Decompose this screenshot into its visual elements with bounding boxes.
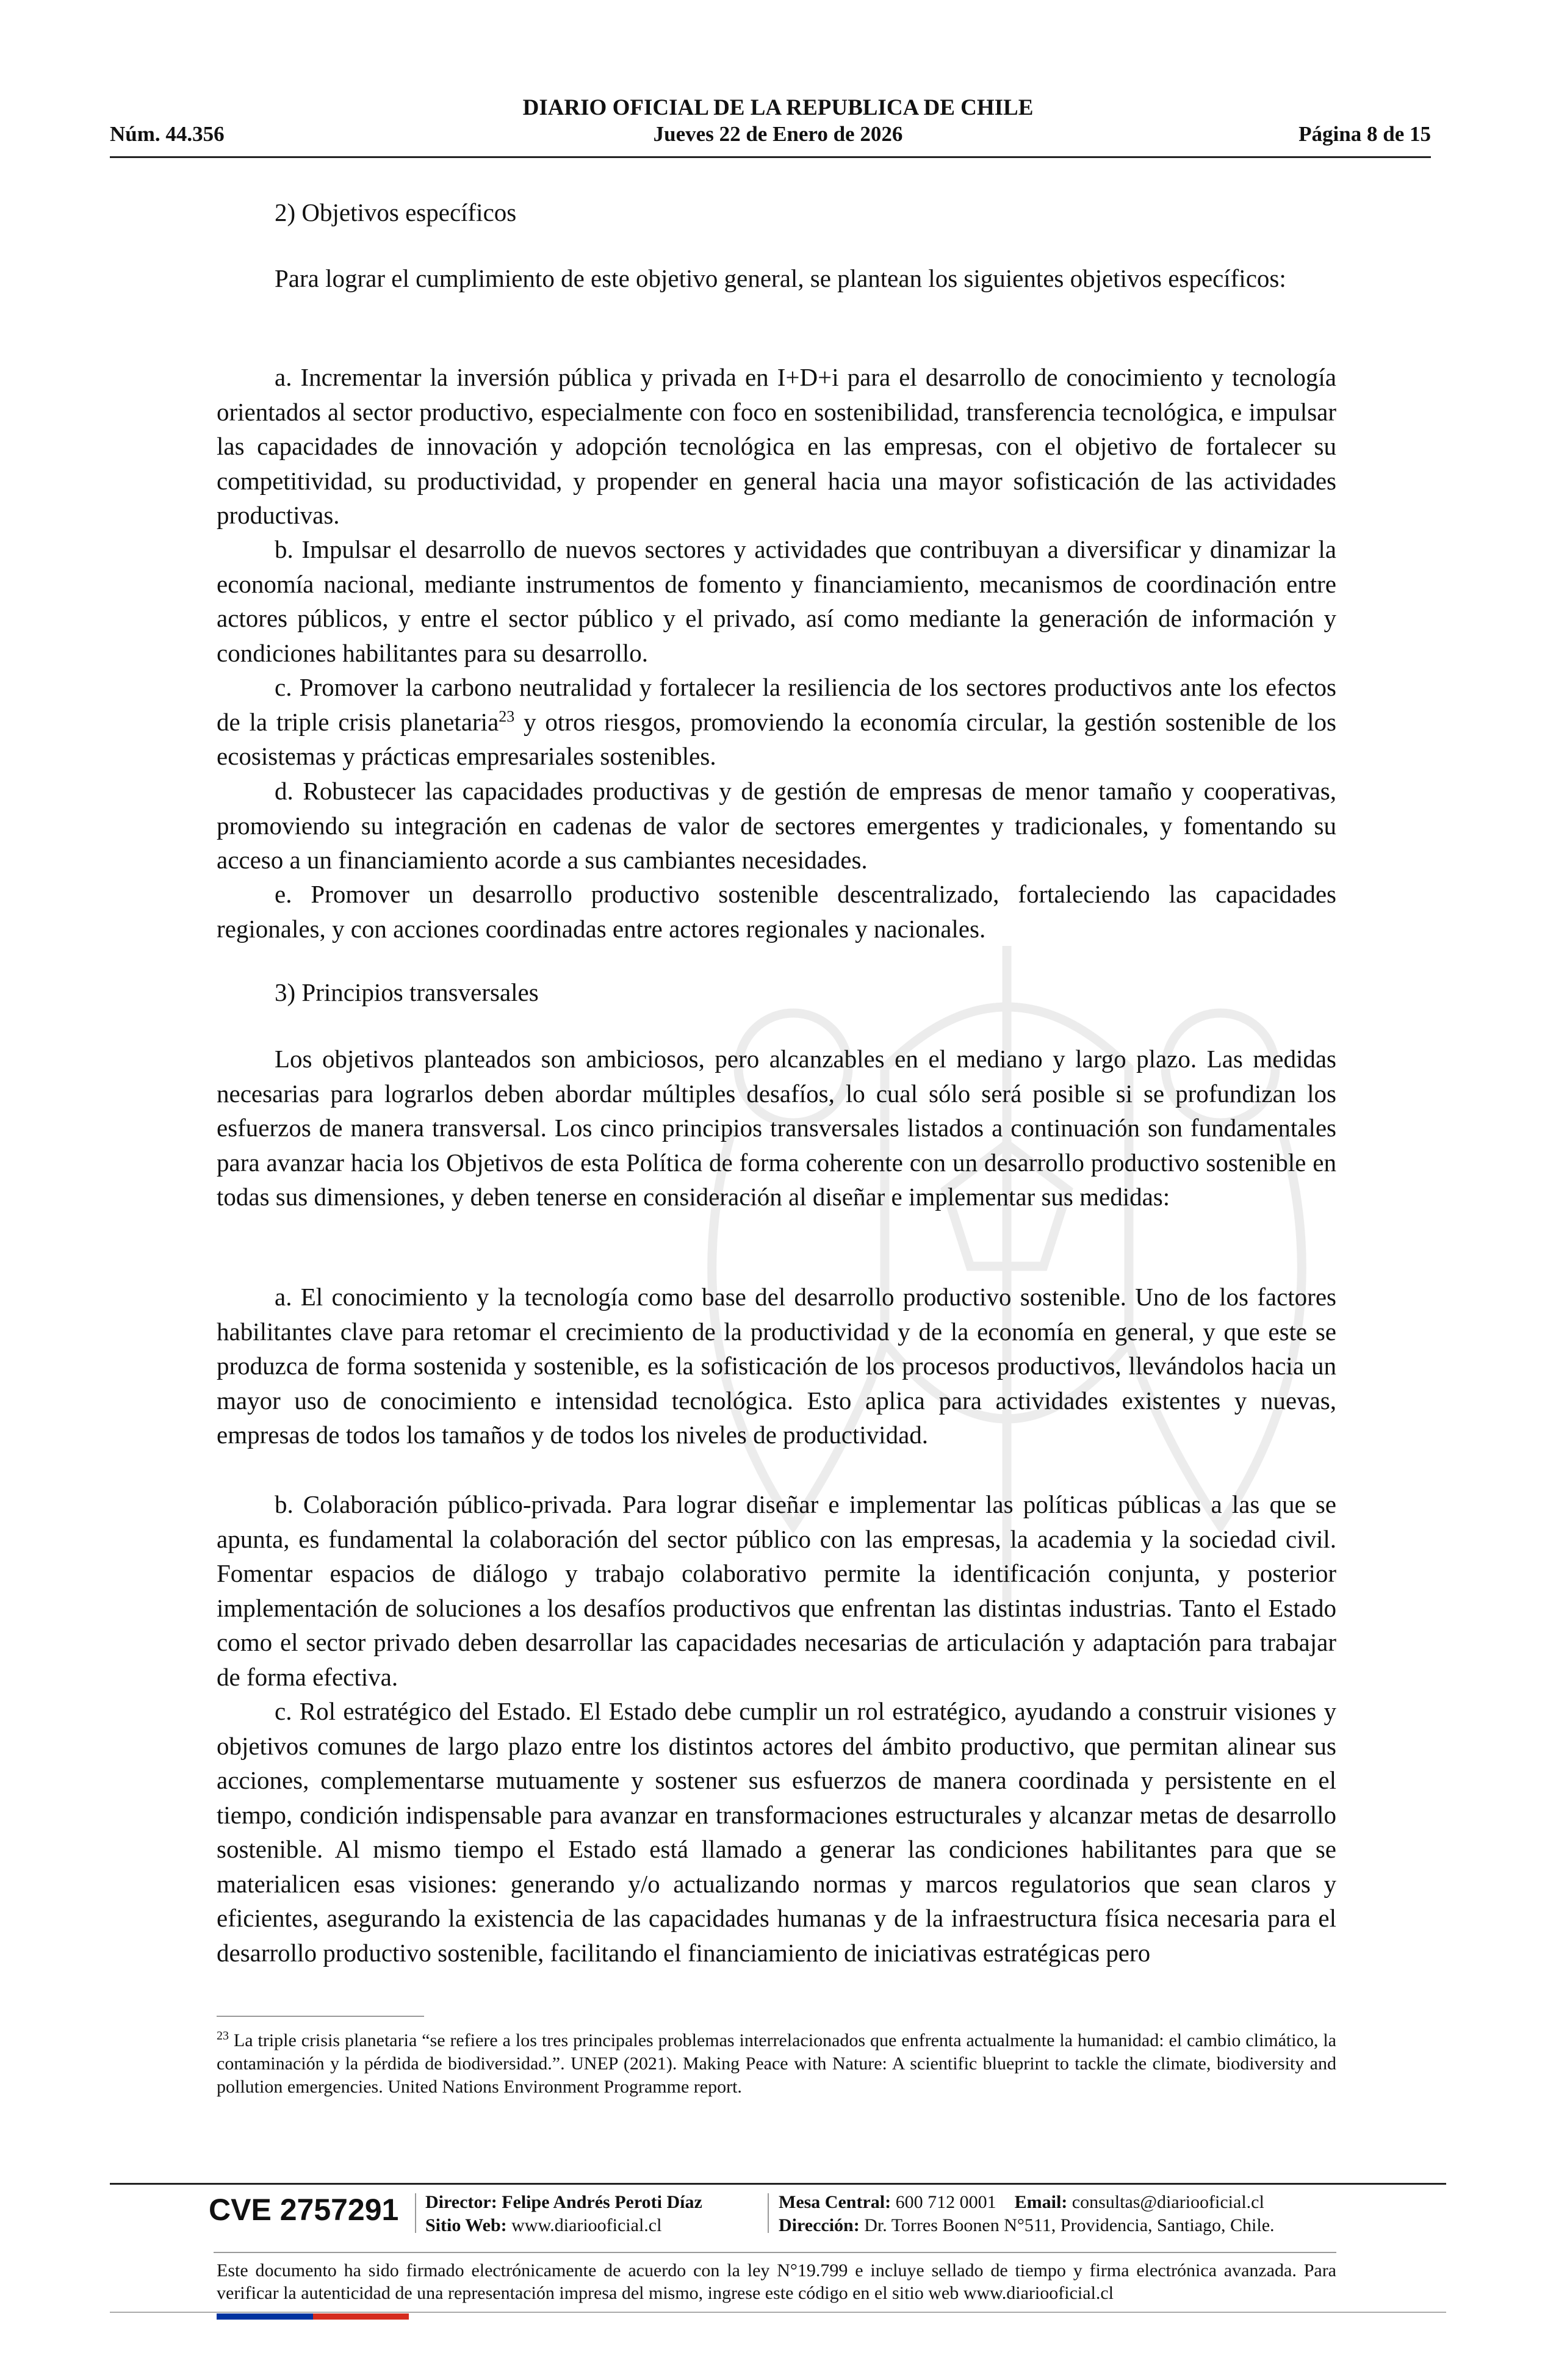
website-link[interactable]: www.diariooficial.cl — [511, 2215, 662, 2235]
email-label: Email: — [1014, 2192, 1068, 2212]
list-item: a. Incrementar la inversión pública y privada en I+D+i para el desarrollo de conocimiento y tecnología orientados al sector productivo, especialmente con foco en sostenibilidad, transferencia tecnológica, e impulsar las capacidades de innovación y adopción tecnológica en las empresas, con el objetivo de fortalecer su competitividad, su productividad, y propender en general hacia una mayor sofisticación de las actividades productivas. — [217, 363, 1336, 529]
footer-separator — [768, 2193, 769, 2233]
list-item — [217, 670, 1336, 774]
issue-number: Núm. 44.356 — [110, 122, 225, 146]
header-divider — [110, 156, 1431, 158]
list-item: c. Rol estratégico del Estado. El Estado debe cumplir un rol estratégico, ayudando a construir visiones y objetivos comunes de largo plazo entre los distintos actores del ámbito productivo, que permitan alinear sus acciones, complementarse mutuamente y sostener sus esfuerzos de manera coordinada y persistente en el tiempo, condición indispensable para avanzar en transformaciones estructurales y alcanzar metas de desarrollo sostenible. Al mismo tiempo el Estado está llamado a generar las condiciones habilitantes para que se materialicen esas visiones: generando y/o actualizando normas y marcos regulatorios que sean claros y eficientes, asegurando la existencia de las capacidades humanas y de la infraestructura física necesaria para el desarrollo productivo sostenible, facilitando el financiamiento de iniciativas estratégicas pero — [217, 1697, 1336, 1967]
footer-separator — [415, 2193, 416, 2233]
list-item: b. Impulsar el desarrollo de nuevos sectores y actividades que contribuyan a diversificar y dinamizar la economía nacional, mediante instrumentos de fomento y financiamiento, mecanismos de coordinación entre actores públicos, y entre el sector público y el privado, así como mediante la generación de información y condiciones habilitantes para su desarrollo. — [217, 535, 1336, 667]
phone-number: 600 712 0001 — [895, 2192, 996, 2212]
footer-divider — [110, 2183, 1446, 2185]
section-heading: 3) Principios transversales — [275, 978, 539, 1006]
director-label: Director: — [425, 2192, 497, 2212]
paragraph: Los objetivos planteados son ambiciosos, pero alcanzables en el mediano y largo plazo. Las medidas necesarias para lograrlos deben abordar múltiples desafíos, lo cual sólo será posible si se profundizan los esfuerzos de manera transversal. Los cinco principios transversales listados a continuación son fundamentales para avanzar hacia los Objetivos de esta Política de forma coherente con un desarrollo productivo sostenible en todas sus dimensiones, y deben tenerse en consideración al diseñar e implementar sus medidas: — [217, 1045, 1336, 1211]
director-name: Felipe Andrés Peroti Díaz — [502, 2192, 702, 2212]
issue-date: Jueves 22 de Enero de 2026 — [653, 122, 903, 146]
paragraph: Para lograr el cumplimiento de este objetivo general, se plantean los siguientes objetivos específicos: — [275, 264, 1286, 292]
cve-code: CVE 2757291 — [209, 2193, 399, 2227]
newspaper-title: DIARIO OFICIAL DE LA REPUBLICA DE CHILE — [522, 95, 1034, 120]
footer-contact-block — [779, 2191, 1275, 2237]
address-value: Dr. Torres Boonen N°511, Providencia, Santiago, Chile. — [864, 2215, 1275, 2235]
address-label: Dirección: — [779, 2215, 860, 2235]
list-item-text: c. Promover la carbono neutralidad y fortalecer la resiliencia de los sectores productivos ante los efectos de la triple crisis planetaria — [217, 673, 1336, 736]
footnote-number: 23 — [217, 2029, 229, 2043]
flag-stripe-red — [313, 2313, 409, 2320]
list-item: d. Robustecer las capacidades productivas y de gestión de empresas de menor tamaño y cooperativas, promoviendo su integración en cadenas de valor de sectores emergentes y tradicionales, y fomentando su acceso a un financiamiento acorde a sus cambiantes necesidades. — [217, 777, 1336, 874]
flag-stripe-blue — [217, 2313, 313, 2320]
footer-director-block — [425, 2191, 702, 2237]
list-item-text: y otros riesgos, promoviendo la economía circular, la gestión sostenible de los ecosistemas y prácticas empresariales sostenibles. — [217, 707, 1337, 770]
page-indicator: Página 8 de 15 — [1298, 122, 1431, 146]
footnote — [217, 2029, 1336, 2099]
footnote-divider — [217, 2016, 424, 2017]
mesa-label: Mesa Central: — [779, 2192, 891, 2212]
footer-bottom-rule — [110, 2312, 1446, 2313]
list-item: a. El conocimiento y la tecnología como base del desarrollo productivo sostenible. Uno de los factores habilitantes clave para retomar el crecimiento de la productividad y de la economía en general, y que este se produzca de forma sostenida y sostenible, es la sofisticación de los procesos productivos, llevándolos hacia un mayor uso de conocimiento e intensidad tecnológica. Esto aplica para actividades existentes y nuevas, empresas de todos los tamaños y de todos los niveles de productividad. — [217, 1283, 1336, 1449]
email-link[interactable]: consultas@diariooficial.cl — [1072, 2192, 1264, 2212]
legal-notice: Este documento ha sido firmado electrónicamente de acuerdo con la ley N°19.799 e incluye sellado de tiempo y firma electrónica avanzada. Para verificar la autenticidad de una representación impresa del mismo, ingrese este código en el sitio web www.diariooficial.cl — [217, 2260, 1336, 2303]
section-heading: 2) Objetivos específicos — [275, 198, 517, 226]
website-label: Sitio Web: — [425, 2215, 507, 2235]
footnote-text: La triple crisis planetaria “se refiere a los tres principales problemas interrelacionados que enfrenta actualmente la humanidad: el cambio climático, la contaminación y la pérdida de biodiversidad.”. UNEP (2021). Making Peace with Nature: A scientific blueprint to tackle the climate, biodiversity and pollution emergencies. United Nations Environment Programme report. — [217, 2030, 1336, 2097]
list-item: e. Promover un desarrollo productivo sostenible descentralizado, fortaleciendo las capacidades regionales, y con acciones coordinadas entre actores regionales y nacionales. — [217, 880, 1336, 943]
list-item: b. Colaboración público-privada. Para lograr diseñar e implementar las políticas públicas a las que se apunta, es fundamental la colaboración del sector público con las empresas, la academia y la sociedad civil. Fomentar espacios de diálogo y trabajo colaborativo permite la identificación conjunta, y posterior implementación de soluciones a los desafíos productivos que enfrentan las distintas industrias. Tanto el Estado como el sector privado deben desarrollar las capacidades necesarias de articulación y adaptación para trabajar de forma efectiva. — [217, 1490, 1336, 1691]
footnote-reference[interactable]: 23 — [499, 707, 515, 725]
footer-divider — [214, 2252, 1336, 2253]
